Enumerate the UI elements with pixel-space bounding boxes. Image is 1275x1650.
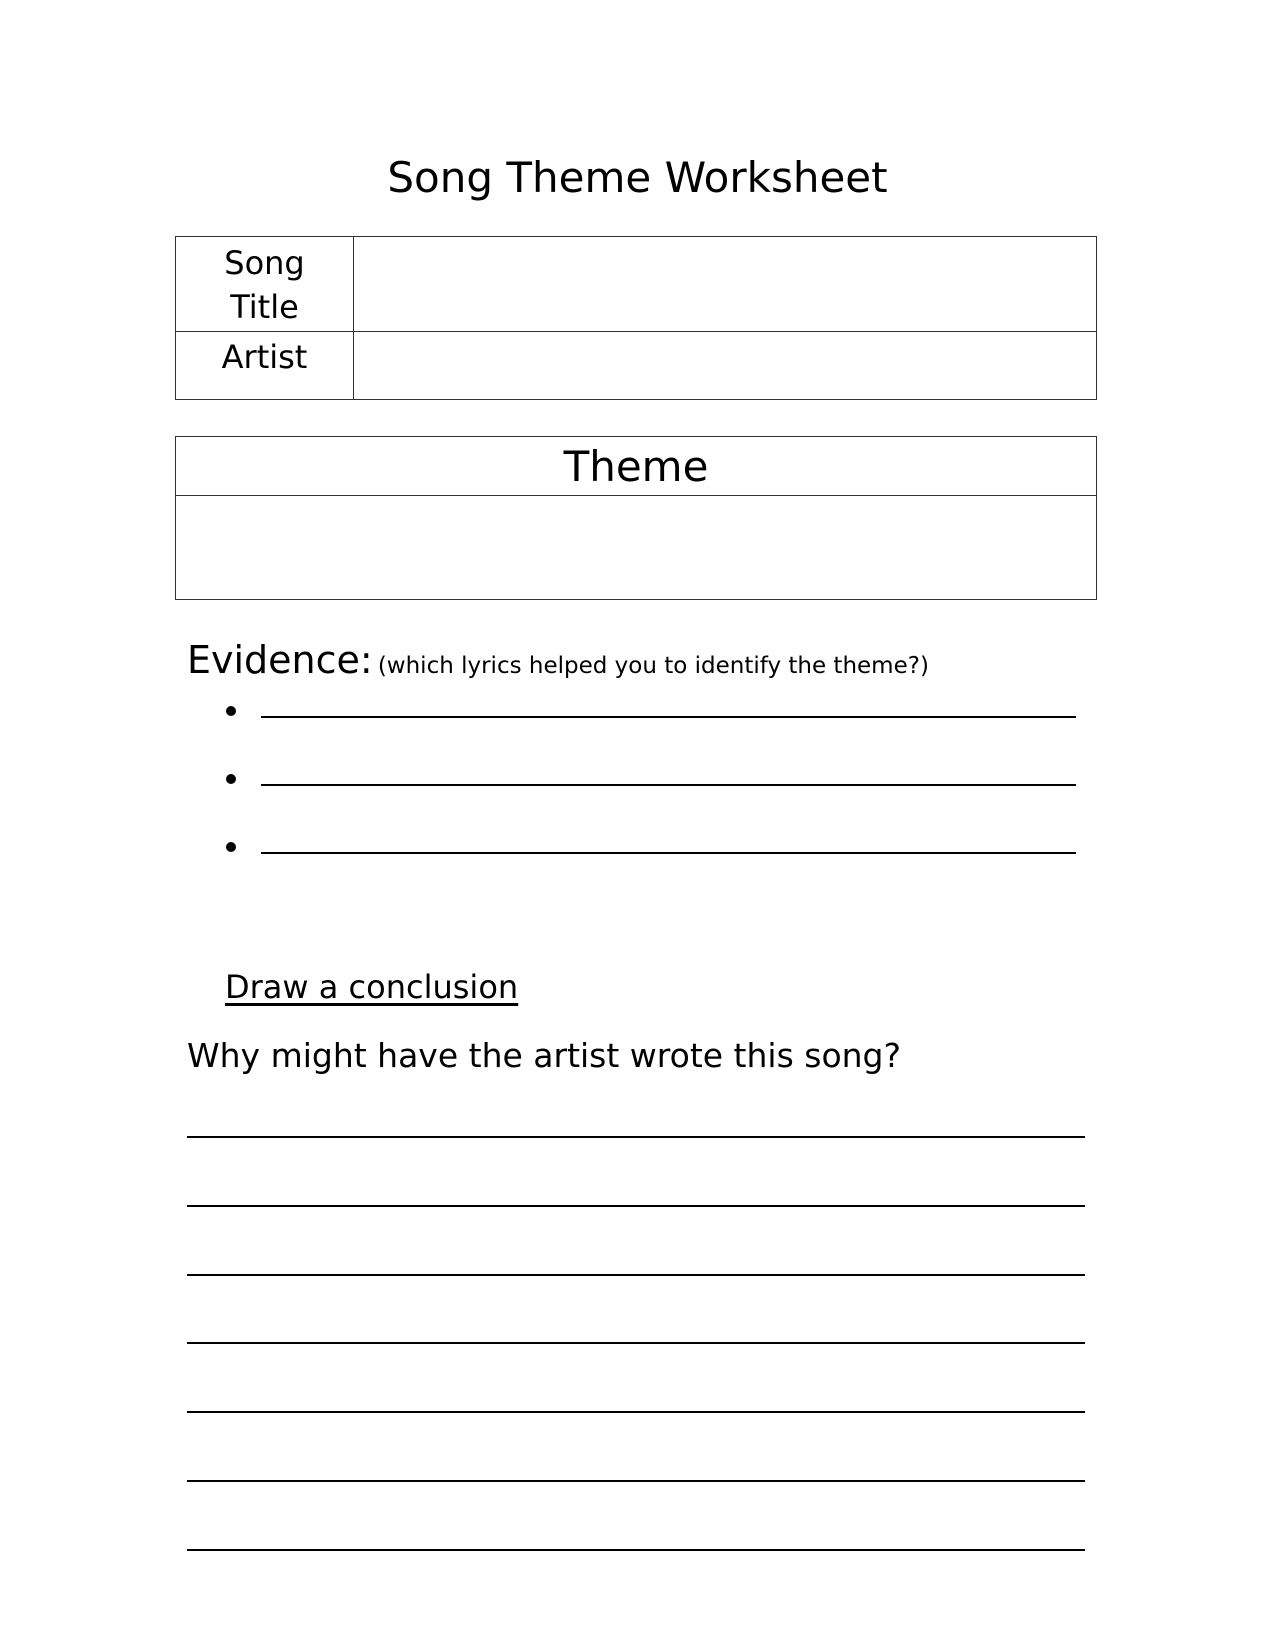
artist-field[interactable] [354, 331, 1096, 399]
theme-header: Theme [176, 437, 1096, 496]
answer-line-1[interactable] [187, 1136, 1085, 1138]
conclusion-question: Why might have the artist wrote this song? [187, 1036, 902, 1075]
answer-line-7[interactable] [187, 1549, 1085, 1551]
artist-label: Artist [176, 331, 354, 399]
answer-line-6[interactable] [187, 1480, 1085, 1482]
song-info-table [175, 236, 1097, 400]
artist-row [176, 331, 1096, 399]
theme-box [175, 436, 1097, 600]
answer-line-4[interactable] [187, 1342, 1085, 1344]
answer-line-5[interactable] [187, 1411, 1085, 1413]
song-title-label [176, 237, 354, 331]
bullet-icon [226, 842, 236, 852]
song-title-label-line2: Title [230, 288, 299, 326]
theme-field[interactable] [176, 496, 1096, 596]
evidence-label: Evidence: [187, 638, 373, 682]
evidence-hint: (which lyrics helped you to identify the theme?) [377, 653, 929, 679]
bullet-icon [226, 706, 236, 716]
song-title-field[interactable] [354, 237, 1096, 331]
evidence-line-2[interactable] [261, 784, 1076, 786]
bullet-icon [226, 774, 236, 784]
answer-line-3[interactable] [187, 1274, 1085, 1276]
song-title-row [176, 237, 1096, 332]
page-title: Song Theme Worksheet [387, 153, 888, 202]
evidence-line-3[interactable] [261, 852, 1076, 854]
evidence-line-1[interactable] [261, 716, 1076, 718]
conclusion-heading: Draw a conclusion [225, 968, 519, 1006]
evidence-heading [187, 638, 929, 682]
song-title-label-line1: Song [224, 244, 305, 282]
answer-line-2[interactable] [187, 1205, 1085, 1207]
